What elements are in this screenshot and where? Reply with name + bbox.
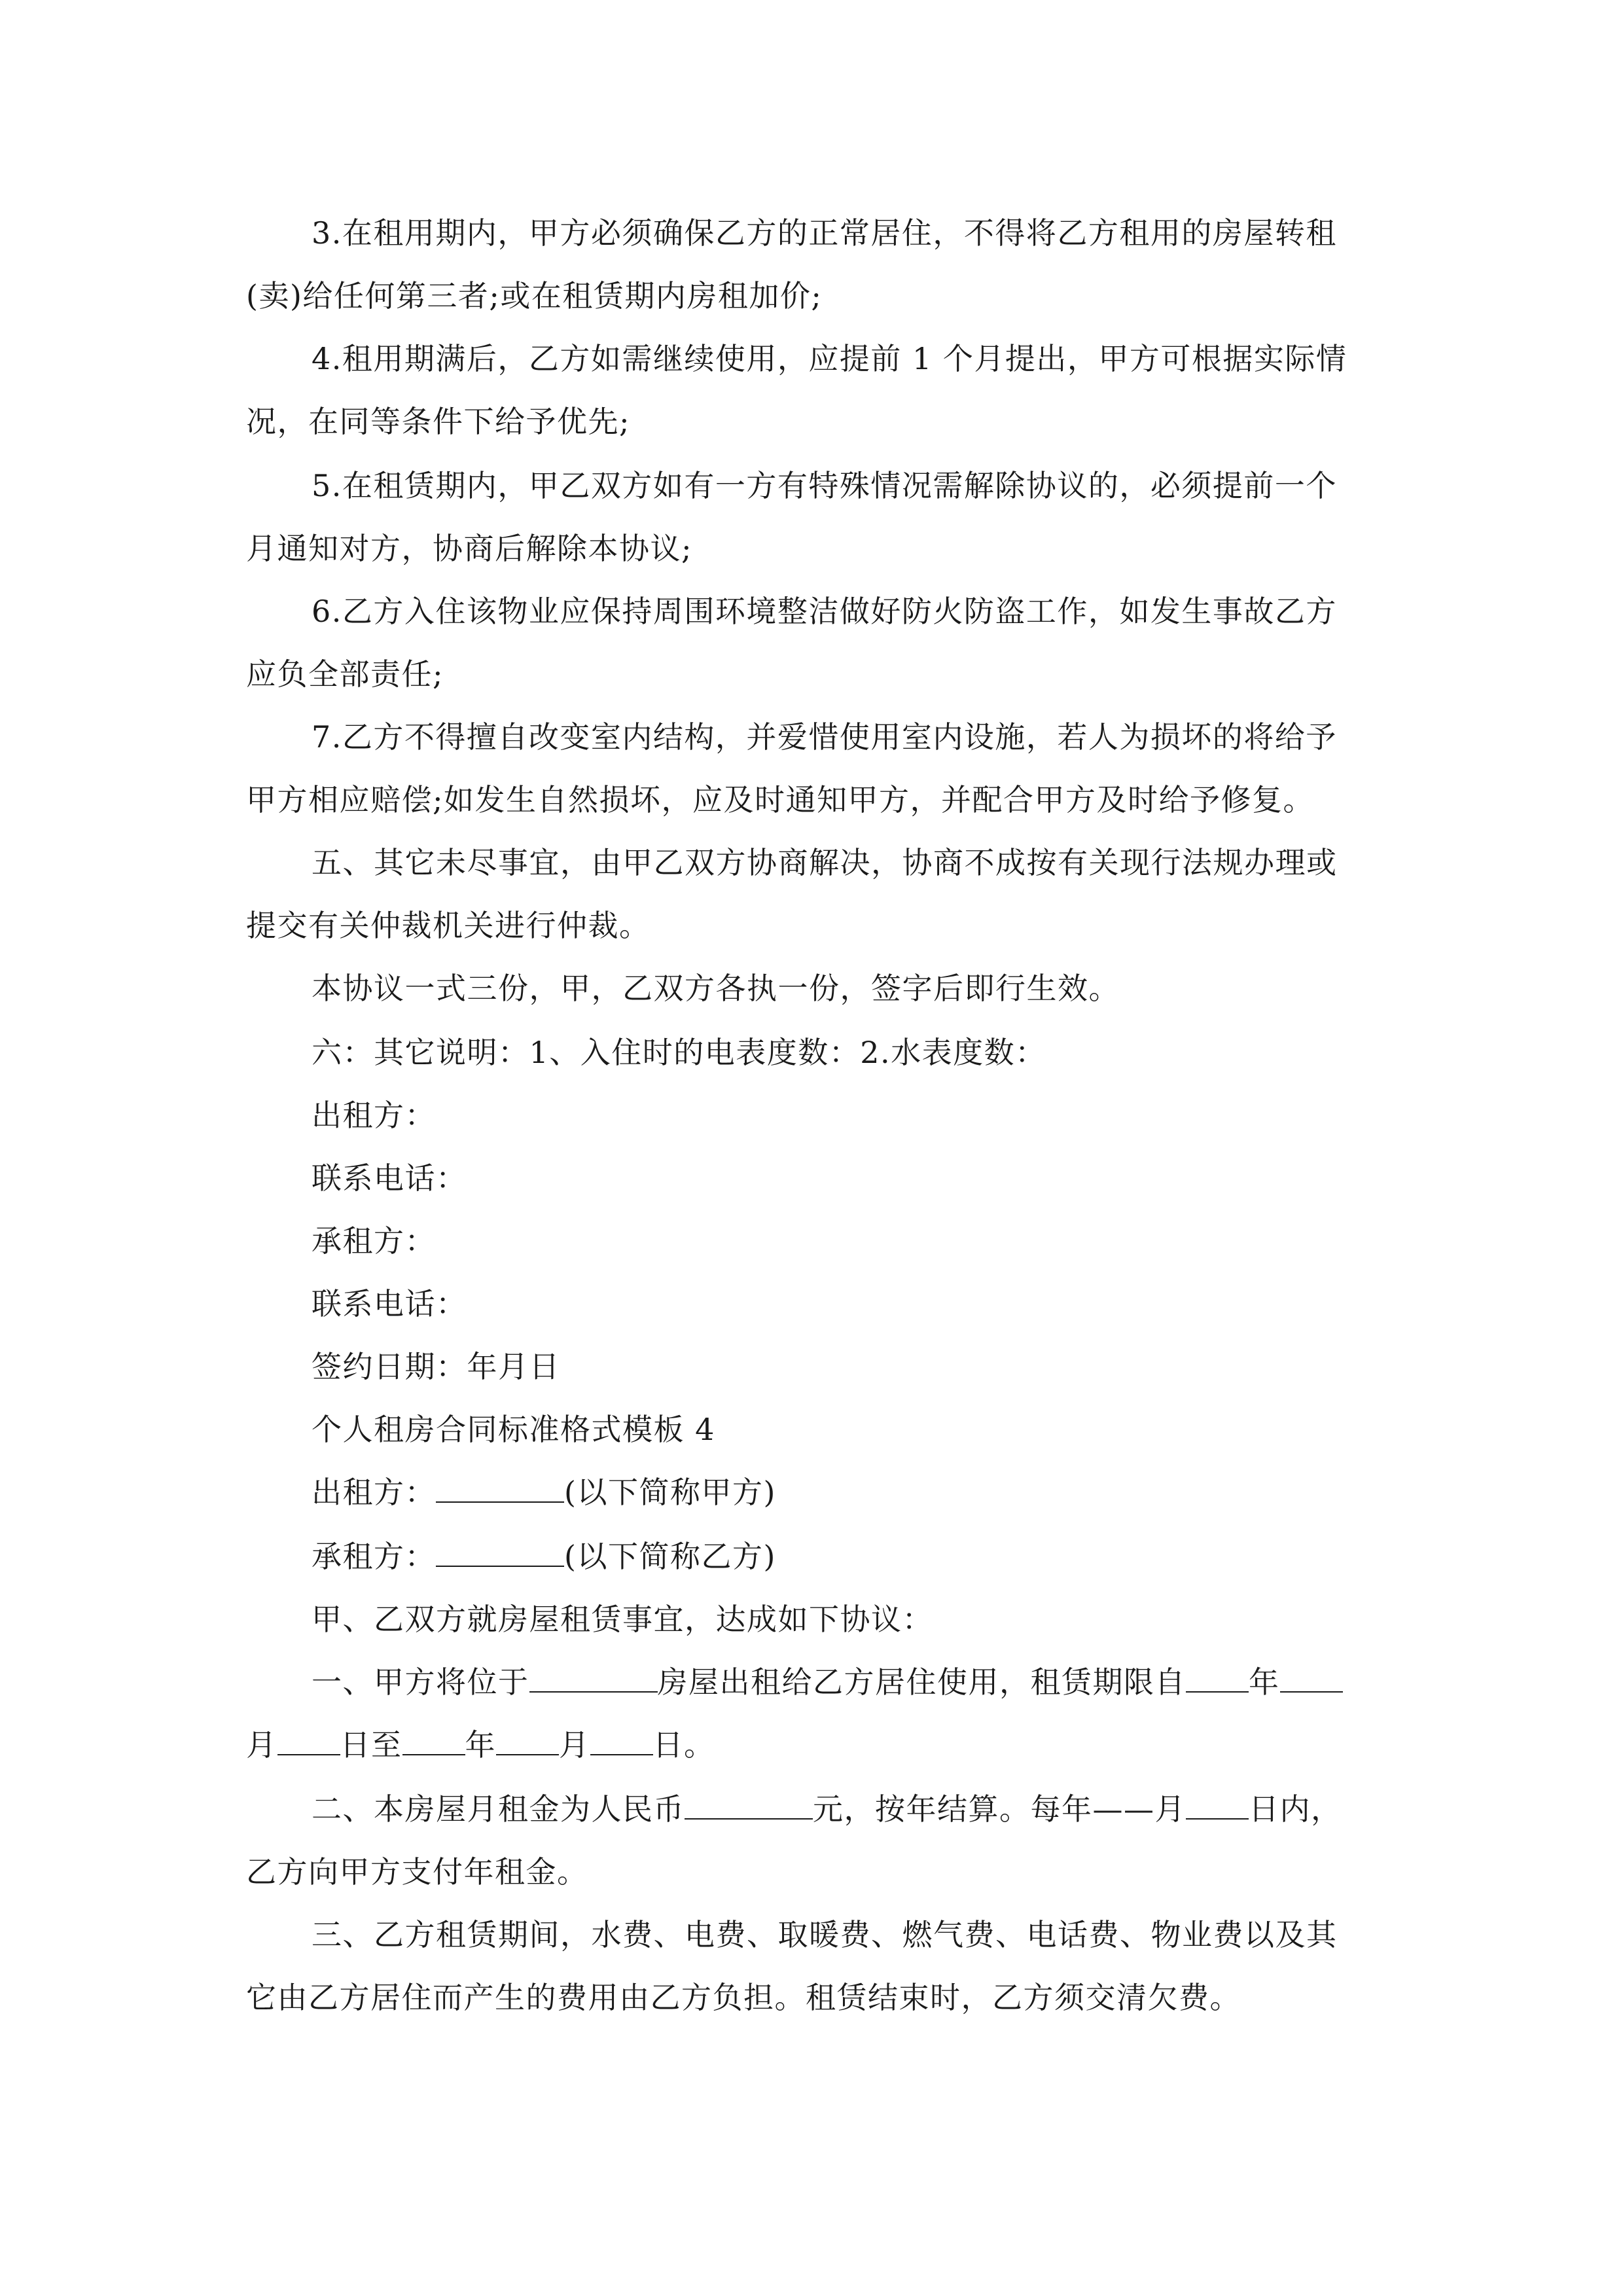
section-5-line-1: 五、其它未尽事宜，由甲乙双方协商解决，协商不成按有关现行法规办理或	[312, 845, 1338, 880]
clause-6-line-2: 应负全部责任;	[246, 656, 444, 692]
clause-4-line-1: 4.租用期满后，乙方如需继续使用，应提前 1 个月提出，甲方可根据实际情	[312, 341, 1347, 376]
clause-4-line-2: 况，在同等条件下给予优先;	[246, 404, 630, 439]
article-2-text-b: 元，按年结算。每年——月	[813, 1791, 1186, 1827]
signing-date-label: 签约日期：年月日	[312, 1349, 560, 1384]
party-b-line	[312, 1538, 776, 1575]
article-1-month-label: 月	[246, 1727, 277, 1763]
article-2-text-a: 二、本房屋月租金为人民币	[312, 1791, 685, 1827]
clause-5-line-2: 月通知对方，协商后解除本协议;	[246, 531, 692, 566]
agreement-intro: 甲、乙双方就房屋租赁事宜，达成如下协议：	[312, 1602, 933, 1637]
lessee-phone-label: 联系电话：	[312, 1286, 467, 1321]
rent-amount-blank	[685, 1792, 813, 1820]
address-blank	[529, 1665, 658, 1693]
party-b-label: 承租方：	[312, 1539, 436, 1574]
clause-3-line-2: (卖)给任何第三者;或在租赁期内房租加价;	[246, 278, 823, 314]
clause-3-line-1: 3.在租用期内，甲方必须确保乙方的正常居住，不得将乙方租用的房屋转租	[312, 215, 1337, 251]
start-day-blank	[277, 1728, 340, 1755]
article-1-year-label: 年	[465, 1727, 496, 1763]
article-3-line-2: 它由乙方居住而产生的费用由乙方负担。租赁结束时，乙方须交清欠费。	[246, 1980, 1241, 2015]
clause-5-line-1: 5.在租赁期内，甲乙双方如有一方有特殊情况需解除协议的，必须提前一个	[312, 468, 1337, 503]
article-1-line-2	[246, 1727, 715, 1763]
article-1-text-a: 一、甲方将位于	[312, 1664, 529, 1700]
start-month-blank	[1280, 1665, 1343, 1693]
party-a-note: (以下简称甲方)	[564, 1475, 776, 1510]
article-1-text-c: 年	[1249, 1664, 1280, 1700]
article-2-line-2: 乙方向甲方支付年租金。	[246, 1854, 588, 1890]
party-a-label: 出租方：	[312, 1475, 436, 1510]
copies-statement: 本协议一式三份，甲，乙双方各执一份，签字后即行生效。	[312, 971, 1120, 1006]
end-year-blank	[402, 1728, 465, 1755]
clause-6-line-1: 6.乙方入住该物业应保持周围环境整洁做好防火防盗工作，如发生事故乙方	[312, 594, 1337, 629]
article-1-day-label: 日。	[652, 1727, 715, 1763]
end-month-blank	[496, 1728, 559, 1755]
article-3-line-1: 三、乙方租赁期间，水费、电费、取暖费、燃气费、电话费、物业费以及其	[312, 1917, 1338, 1952]
article-1-month-label-2: 月	[559, 1727, 590, 1763]
end-day-blank	[590, 1728, 653, 1755]
clause-7-line-1: 7.乙方不得擅自改变室内结构，并爱惜使用室内设施，若人为损坏的将给予	[312, 719, 1337, 755]
lessor-label: 出租方：	[312, 1098, 436, 1133]
article-1-text-b: 房屋出租给乙方居住使用，租赁期限自	[657, 1664, 1186, 1700]
pay-day-blank	[1186, 1792, 1249, 1820]
article-1-to-label: 日至	[340, 1727, 402, 1763]
article-2-line-1	[312, 1791, 1342, 1827]
other-notes: 六：其它说明：1、入住时的电表度数：2.水表度数：	[312, 1035, 1046, 1070]
section-5-line-2: 提交有关仲裁机关进行仲裁。	[246, 908, 651, 943]
start-year-blank	[1186, 1665, 1249, 1693]
template-title: 个人租房合同标准格式模板 4	[312, 1412, 715, 1447]
party-b-blank	[436, 1539, 564, 1567]
clause-7-line-2: 甲方相应赔偿;如发生自然损坏，应及时通知甲方，并配合甲方及时给予修复。	[246, 782, 1314, 817]
party-a-line	[312, 1474, 776, 1511]
lessor-phone-label: 联系电话：	[312, 1160, 467, 1196]
lessee-label: 承租方：	[312, 1223, 436, 1259]
article-1-line-1	[312, 1664, 1343, 1700]
party-a-blank	[436, 1475, 564, 1503]
article-2-text-c: 日内，	[1249, 1791, 1342, 1827]
party-b-note: (以下简称乙方)	[564, 1539, 776, 1574]
